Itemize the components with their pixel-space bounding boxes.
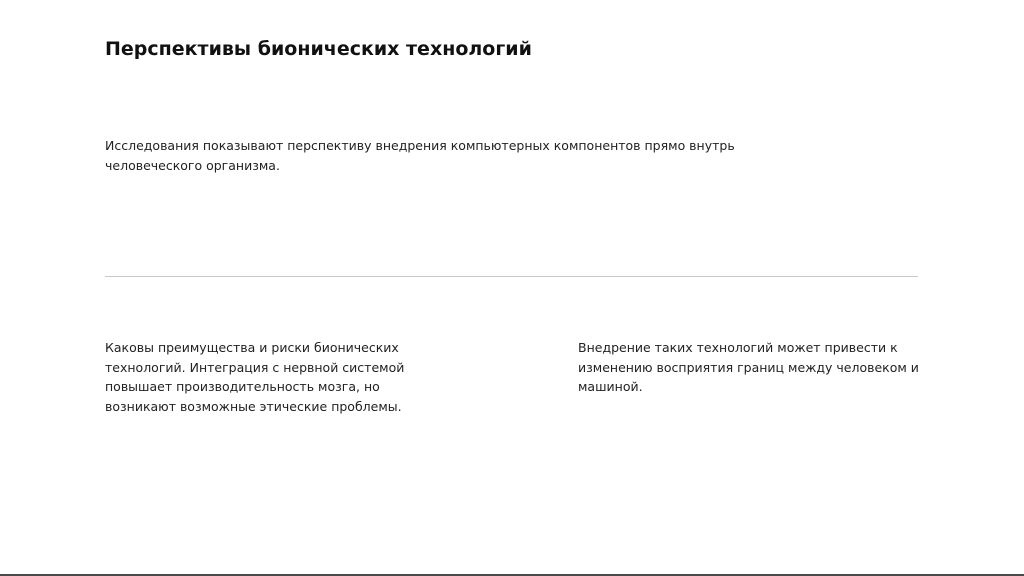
intro-paragraph: Исследования показывают перспективу внедрения компьютерных компонентов прямо внутрь человеческого организма. xyxy=(105,138,735,173)
section-divider xyxy=(105,276,918,277)
slide-title: Перспективы бионических технологий xyxy=(105,38,532,60)
left-column-text: Каковы преимущества и риски бионических технологий. Интеграция с нервной системой повышает производительность мозга, но возникают возможные этические проблемы. xyxy=(105,340,405,414)
right-column-text: Внедрение таких технологий может привести к изменению восприятия границ между человеком и машиной. xyxy=(578,340,919,394)
